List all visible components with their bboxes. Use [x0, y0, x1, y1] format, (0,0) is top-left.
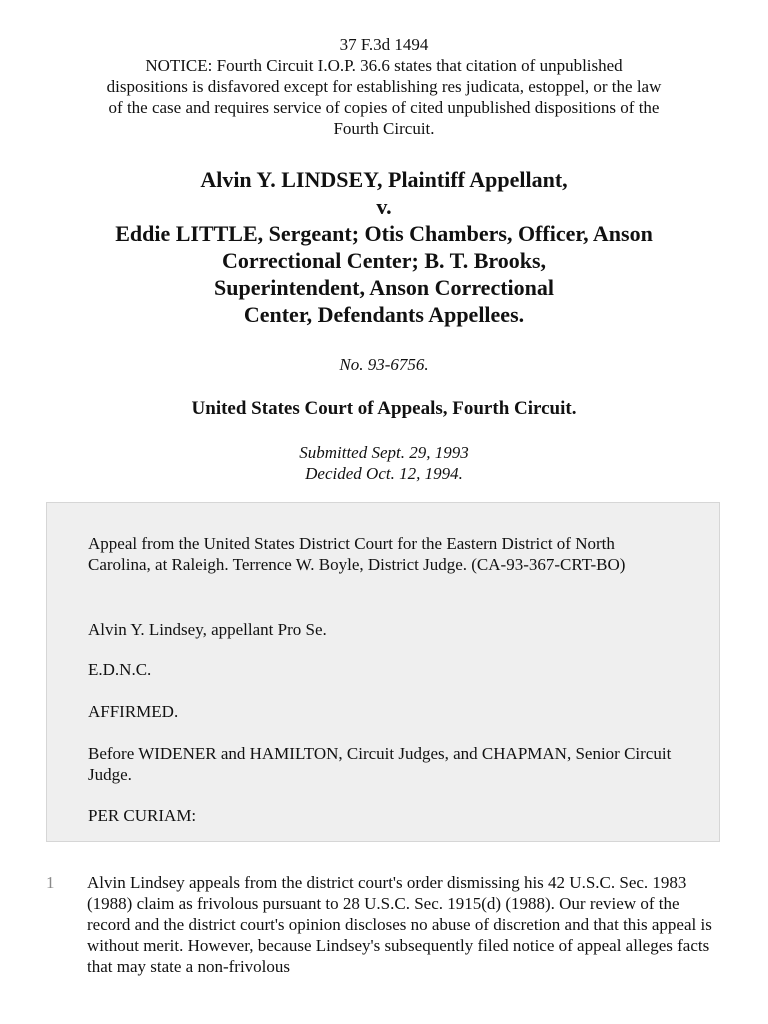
- case-dates: [40, 442, 728, 484]
- docket-number: No. 93-6756.: [339, 355, 429, 374]
- decided-date: Decided Oct. 12, 1994.: [305, 464, 463, 483]
- notice-line: NOTICE: Fourth Circuit I.O.P. 36.6 states that citation of unpublished: [145, 56, 623, 75]
- submitted-date: Submitted Sept. 29, 1993: [299, 443, 469, 462]
- notice-line: Fourth Circuit.: [333, 119, 435, 138]
- case-summary-box: [46, 502, 720, 842]
- appeal-from-text: Appeal from the United States District Court for the Eastern District of North Carolina, at Raleigh. Terrence W. Boyle, District Judge. (CA-93-367-CRT-BO): [88, 534, 626, 574]
- document-header: [40, 34, 728, 139]
- case-title: [40, 166, 728, 328]
- case-title-line: Correctional Center; B. T. Brooks,: [221, 248, 547, 273]
- disposition-text: AFFIRMED.: [88, 702, 179, 721]
- paragraph-number: 1: [46, 873, 55, 892]
- case-title-line: Center, Defendants Appellees.: [243, 302, 525, 327]
- case-title-line: Superintendent, Anson Correctional: [213, 275, 554, 300]
- notice-line: dispositions is disfavored except for establishing res judicata, estoppel, or the law: [106, 77, 662, 96]
- case-title-line: v.: [376, 194, 392, 219]
- paragraph-text: Alvin Lindsey appeals from the district court's order dismissing his 42 U.S.C. Sec. 1983 (1988) claim as frivolous pursuant to 28 U.S.C. Sec. 1915(d) (1988). Our review of the record and the district court's opinion discloses no abuse of discretion and that this appeal is without merit. However, because Lindsey's subsequently filed notice of appeal alleges facts that may state a non-frivolous: [87, 873, 712, 976]
- court-name: United States Court of Appeals, Fourth Circuit.: [191, 398, 577, 419]
- citation: 37 F.3d 1494: [339, 35, 429, 54]
- notice-line: of the case and requires service of copies of cited unpublished dispositions of the: [108, 98, 660, 117]
- panel-text: Before WIDENER and HAMILTON, Circuit Judges, and CHAPMAN, Senior Circuit Judge.: [88, 744, 672, 784]
- district-text: E.D.N.C.: [88, 660, 152, 679]
- per-curiam-text: PER CURIAM:: [88, 806, 197, 825]
- case-title-line: Eddie LITTLE, Sergeant; Otis Chambers, Officer, Anson: [115, 221, 653, 246]
- case-title-line: Alvin Y. LINDSEY, Plaintiff Appellant,: [200, 167, 568, 192]
- counsel-text: Alvin Y. Lindsey, appellant Pro Se.: [88, 620, 327, 639]
